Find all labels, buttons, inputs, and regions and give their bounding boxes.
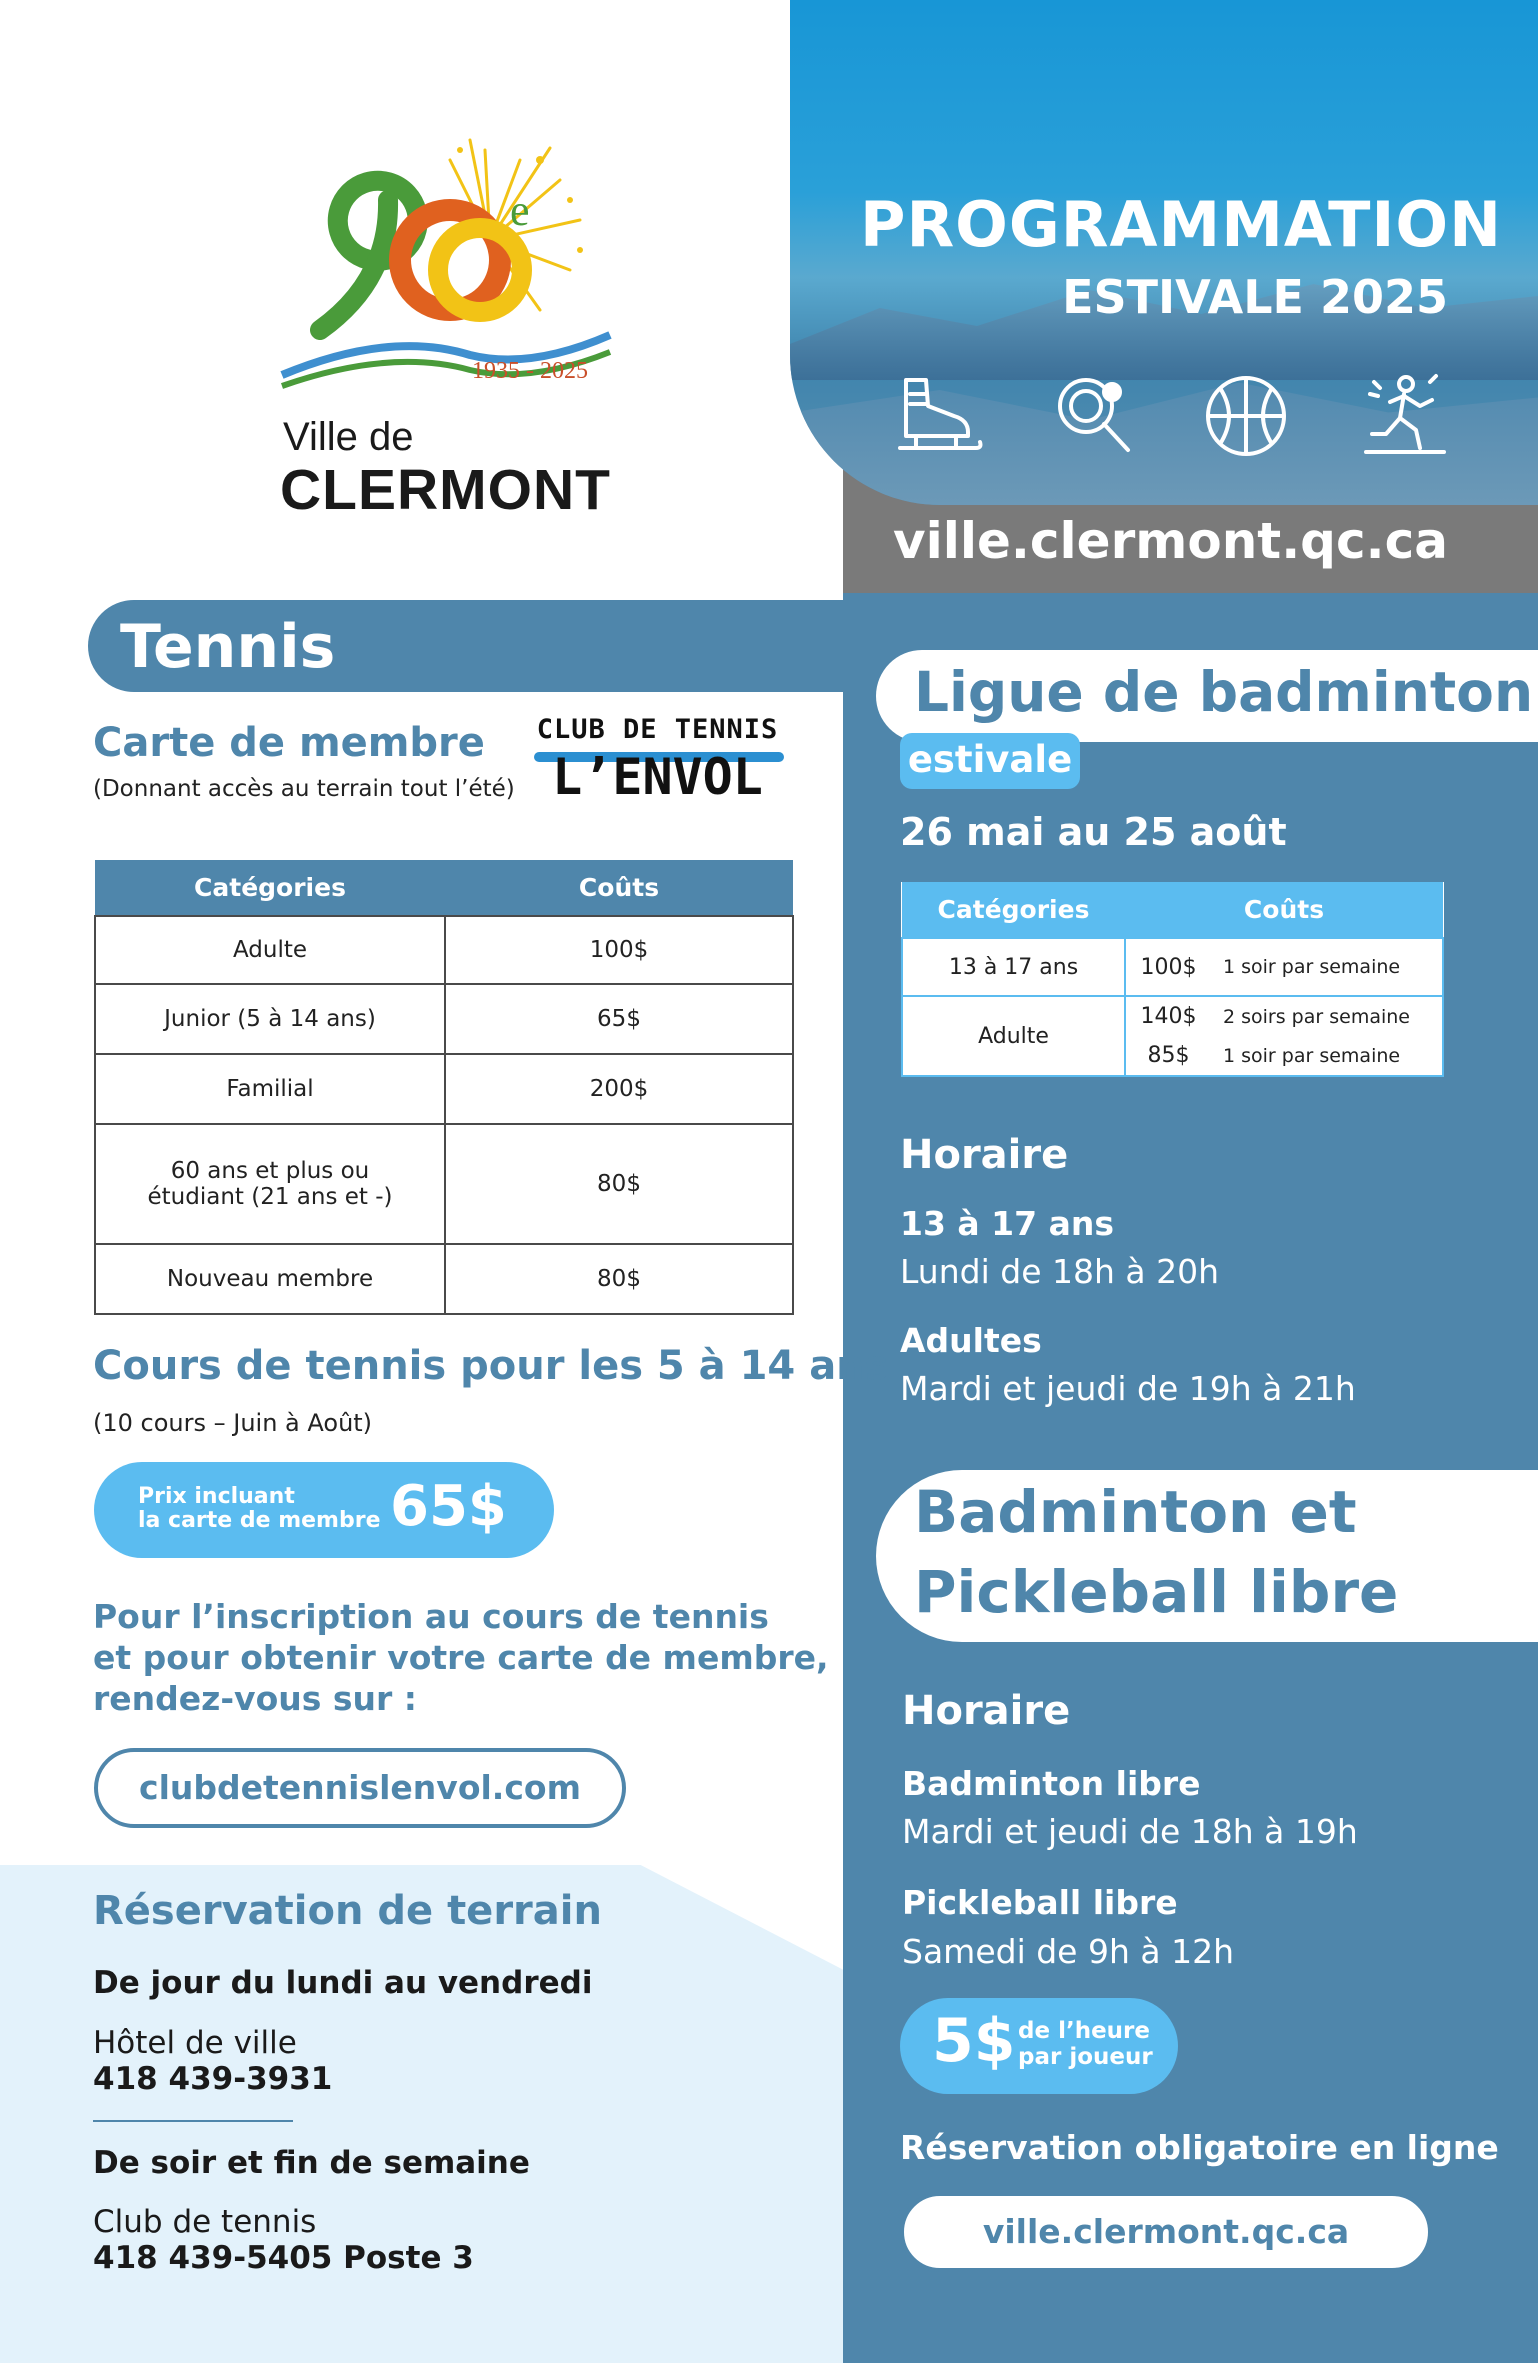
header-costs: Coûts [1125, 882, 1443, 938]
reservation-background [0, 1865, 843, 2363]
svg-text:e: e [510, 186, 530, 235]
logo-years: 1935 - 2025 [472, 358, 588, 384]
frequency-cell: 2 soirs par semaine [1215, 996, 1443, 1036]
table-row [95, 916, 793, 984]
league-group1-time: Lundi de 18h à 20h [900, 1252, 1219, 1291]
badminton-league-title: Ligue de badminton [914, 660, 1534, 724]
club-website-link[interactable]: clubdetennislenvol.com [94, 1748, 626, 1828]
table-row [95, 1054, 793, 1124]
hero-title: PROGRAMMATION [860, 188, 1503, 261]
city-website-link[interactable]: ville.clermont.qc.ca [900, 2192, 1432, 2272]
badminton-league-table [901, 882, 1444, 1077]
cost-cell: 65$ [445, 984, 793, 1054]
category-line1: 60 ans et plus ou [170, 1158, 370, 1184]
daytime-heading: De jour du lundi au vendredi [93, 1965, 593, 2001]
reservation-divider [93, 2120, 293, 2122]
online-reservation-text: Réservation obligatoire en ligne [900, 2128, 1499, 2167]
category-cell: Adulte [902, 996, 1125, 1076]
header-costs: Coûts [445, 860, 793, 916]
table-header-row [95, 860, 793, 916]
table-row [95, 1244, 793, 1314]
frequency-cell: 1 soir par semaine [1215, 938, 1443, 996]
free-play-title-line1: Badminton et [914, 1478, 1357, 1546]
hero-website: ville.clermont.qc.ca [892, 512, 1448, 570]
category-cell [95, 1124, 445, 1244]
logo-ville-de: Ville de [283, 415, 414, 459]
price-cell: 85$ [1125, 1036, 1215, 1076]
badminton-league-dates: 26 mai au 25 août [900, 810, 1287, 854]
membership-title: Carte de membre [93, 720, 485, 766]
cost-cell: 80$ [445, 1124, 793, 1244]
evening-place: Club de tennis [93, 2204, 317, 2240]
registration-text-line3: rendez-vous sur : [93, 1679, 417, 1718]
price-label-line1: Prix incluant [138, 1484, 295, 1509]
hourly-price-label2: par joueur [1018, 2044, 1153, 2070]
hero-subtitle: ESTIVALE 2025 [1062, 270, 1448, 324]
header-categories: Catégories [902, 882, 1125, 938]
table-header-row [902, 882, 1443, 938]
tennis-membership-table [94, 860, 794, 1315]
registration-text-line1: Pour l’inscription au cours de tennis [93, 1597, 769, 1636]
league-group2-title: Adultes [900, 1321, 1042, 1360]
evening-heading: De soir et fin de semaine [93, 2145, 530, 2181]
running-person-icon [1360, 372, 1448, 460]
ice-skate-icon [896, 372, 984, 460]
cost-cell: 200$ [445, 1054, 793, 1124]
club-logo-top: CLUB DE TENNIS [536, 714, 779, 745]
basketball-icon [1202, 372, 1290, 460]
category-cell: 13 à 17 ans [902, 938, 1125, 996]
lessons-title: Cours de tennis pour les 5 à 14 ans [93, 1343, 889, 1389]
header-categories: Catégories [95, 860, 445, 916]
club-logo-main: L’ENVOL [552, 748, 763, 806]
cost-cell: 80$ [445, 1244, 793, 1314]
category-line2: étudiant (21 ans et -) [147, 1184, 393, 1210]
ping-pong-icon [1050, 372, 1138, 460]
logo-city-name: CLERMONT [280, 458, 611, 522]
table-row [902, 996, 1443, 1036]
evening-phone: 418 439-5405 Poste 3 [93, 2240, 474, 2276]
frequency-cell: 1 soir par semaine [1215, 1036, 1443, 1076]
pickleball-libre-time: Samedi de 9h à 12h [902, 1932, 1234, 1971]
price-cell: 100$ [1125, 938, 1215, 996]
hourly-price: 5$ [932, 2006, 1016, 2076]
lessons-subtitle: (10 cours – Juin à Août) [93, 1409, 373, 1437]
table-row [95, 984, 793, 1054]
badminton-libre-title: Badminton libre [902, 1764, 1201, 1803]
daytime-place: Hôtel de ville [93, 2025, 297, 2061]
lessons-price: 65$ [390, 1474, 507, 1539]
badminton-libre-time: Mardi et jeudi de 18h à 19h [902, 1812, 1358, 1851]
pickleball-libre-title: Pickleball libre [902, 1883, 1178, 1922]
table-row [95, 1124, 793, 1244]
category-cell: Junior (5 à 14 ans) [95, 984, 445, 1054]
hourly-price-label1: de l’heure [1018, 2018, 1150, 2044]
category-cell: Adulte [95, 916, 445, 984]
table-row [902, 938, 1443, 996]
league-group2-time: Mardi et jeudi de 19h à 21h [900, 1369, 1356, 1408]
ville-clermont-90e-logo [270, 130, 630, 390]
membership-subtitle: (Donnant accès au terrain tout l’été) [93, 776, 515, 802]
registration-text-line2: et pour obtenir votre carte de membre, [93, 1638, 829, 1677]
category-cell: Nouveau membre [95, 1244, 445, 1314]
cost-cell: 100$ [445, 916, 793, 984]
price-label-line2: la carte de membre [138, 1508, 381, 1533]
category-cell: Familial [95, 1054, 445, 1124]
price-cell: 140$ [1125, 996, 1215, 1036]
free-play-title-line2: Pickleball libre [914, 1558, 1399, 1626]
reservation-title: Réservation de terrain [93, 1888, 602, 1934]
daytime-phone: 418 439-3931 [93, 2061, 333, 2097]
free-play-schedule-title: Horaire [902, 1688, 1071, 1734]
league-group1-title: 13 à 17 ans [900, 1204, 1114, 1243]
tennis-title: Tennis [120, 612, 336, 682]
league-schedule-title: Horaire [900, 1132, 1069, 1178]
estivale-tag-label: estivale [907, 738, 1073, 781]
